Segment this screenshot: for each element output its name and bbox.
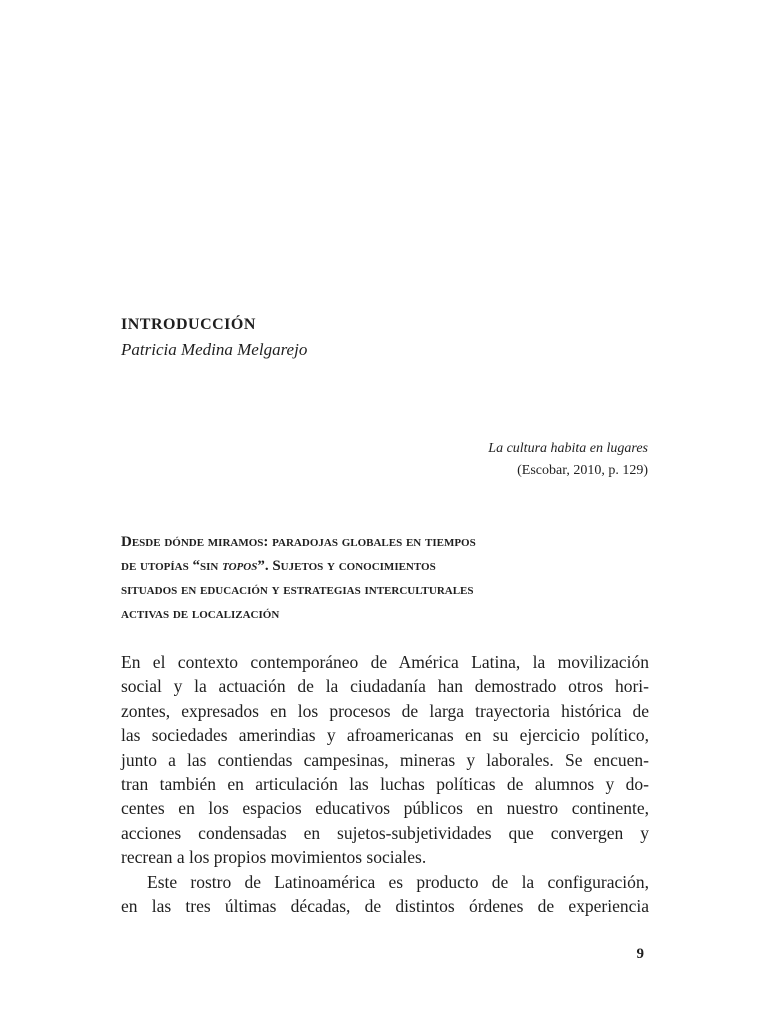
epigraph-quote: La cultura habita en lugares	[488, 441, 648, 456]
body-line: Este rostro de Latinoamérica es producto de la configuración,	[147, 871, 649, 892]
section-heading	[121, 530, 641, 626]
section-heading-fragment: ”. Sujetos y conocimientos	[257, 558, 436, 574]
section-heading-line: Desde dónde miramos: paradojas globales en tiempos	[121, 534, 476, 550]
body-line: social y la actuación de la ciudadanía han demostrado otros hori-	[121, 676, 649, 697]
epigraph-citation: (Escobar, 2010, p. 129)	[517, 463, 648, 478]
body-text	[121, 650, 649, 918]
section-heading-italic: topos	[222, 558, 258, 574]
body-line: En el contexto contemporáneo de América Latina, la movilización	[121, 652, 649, 672]
body-line: centes en los espacios educativos públicos en nuestro continente,	[121, 798, 649, 819]
body-line: recrean a los propios movimientos sociales.	[121, 847, 427, 868]
section-heading-line	[121, 554, 641, 578]
section-heading-line: activas de localización	[121, 606, 280, 622]
body-line: tran también en articulación las luchas políticas de alumnos y do-	[121, 774, 649, 795]
body-line: zontes, expresados en los procesos de larga trayectoria histórica de	[121, 700, 649, 721]
chapter-title: INTRODUCCIÓN	[121, 316, 256, 333]
body-line: en las tres últimas décadas, de distintos órdenes de experiencia	[121, 896, 649, 917]
chapter-author: Patricia Medina Melgarejo	[121, 340, 308, 359]
body-line: junto a las contiendas campesinas, mineras y laborales. Se encuen-	[121, 749, 649, 770]
body-line: acciones condensadas en sujetos-subjetividades que convergen y	[121, 822, 649, 843]
page-number: 9	[636, 946, 644, 962]
section-heading-fragment: de utopías “sin	[121, 558, 223, 574]
section-heading-line: situados en educación y estrategias interculturales	[121, 582, 474, 598]
body-line: las sociedades amerindias y afroamericanas en su ejercicio político,	[121, 725, 649, 746]
epigraph	[488, 438, 648, 482]
